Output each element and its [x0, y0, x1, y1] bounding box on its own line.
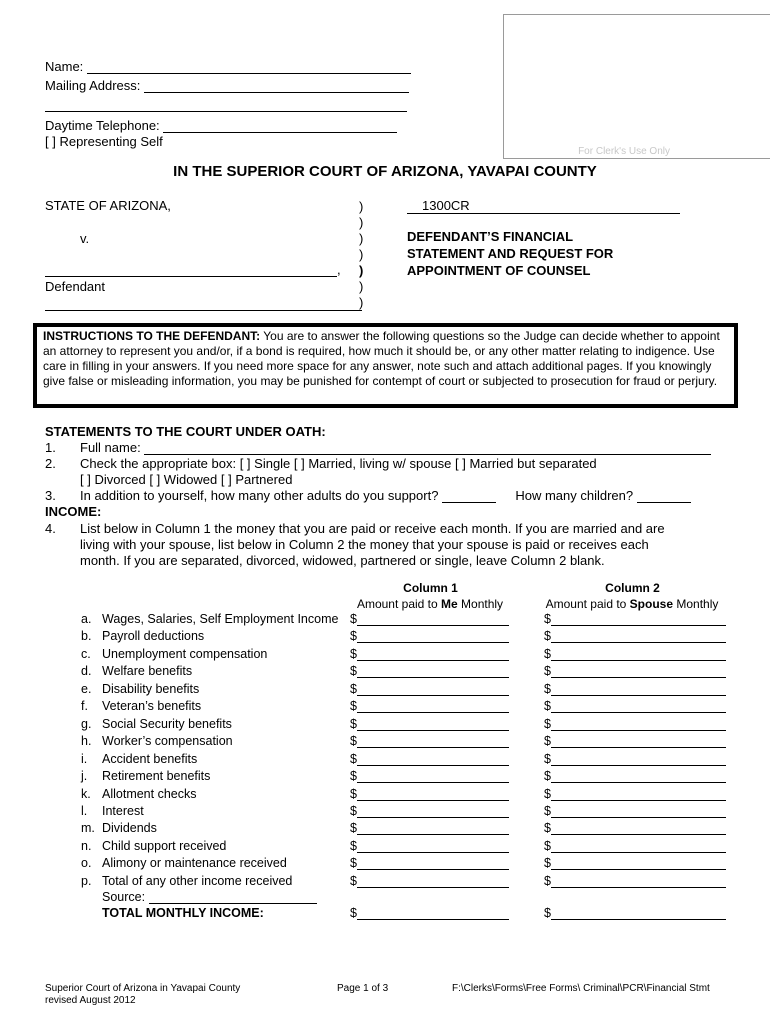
total-column-2 [544, 906, 726, 920]
income-row-label: Veteran’s benefits [102, 699, 202, 714]
income-row-label: Worker’s compensation [102, 734, 233, 749]
income-row-label: Disability benefits [102, 681, 200, 696]
income-row-label: Social Security benefits [102, 716, 232, 731]
representing-self-checkbox[interactable]: [ ] Representing Self [45, 134, 163, 149]
income-row-letter: f. [81, 699, 88, 714]
daytime-telephone-row [45, 118, 397, 133]
income-row [0, 734, 770, 751]
income-column-2-input[interactable] [551, 700, 726, 713]
income-row-letter: a. [81, 612, 92, 626]
column-1-subtitle-me: Me [441, 597, 458, 611]
income-row-letter: j. [81, 769, 88, 784]
question-2-number: 2. [45, 456, 56, 471]
income-row-label: Unemployment compensation [102, 646, 268, 661]
mailing-address-label: Mailing Address: [45, 78, 141, 93]
currency-sign: $ [544, 803, 551, 818]
income-column-1-input[interactable] [357, 683, 509, 696]
currency-sign: $ [350, 769, 357, 784]
defendant-bottom-line [45, 297, 362, 311]
income-row-label: Accident benefits [102, 751, 198, 766]
currency-sign: $ [544, 786, 551, 801]
currency-sign: $ [350, 629, 357, 644]
currency-sign: $ [350, 664, 357, 679]
column-1-subtitle-suffix: Monthly [457, 597, 504, 611]
currency-sign: $ [544, 751, 551, 766]
income-column-1-cell [350, 821, 509, 835]
income-row-letter: g. [81, 716, 92, 731]
currency-sign: $ [544, 821, 551, 836]
income-row-label: Alimony or maintenance received [102, 856, 287, 871]
dependents-row [80, 488, 691, 503]
currency-sign: $ [544, 856, 551, 871]
daytime-telephone-input-line[interactable] [163, 120, 397, 133]
income-row-label: Payroll deductions [102, 629, 205, 644]
currency-sign: $ [350, 646, 357, 661]
case-number-field[interactable] [407, 198, 680, 214]
income-row-label: Welfare benefits [102, 664, 193, 679]
mailing-address-row [45, 78, 409, 93]
full-name-row [80, 440, 711, 455]
instructions-heading: INSTRUCTIONS TO THE DEFENDANT: [43, 329, 261, 343]
income-column-2-input[interactable] [551, 857, 726, 870]
income-column-1-input[interactable] [357, 788, 509, 801]
income-heading: INCOME: [45, 504, 102, 519]
income-instructions-line-2: living with your spouse, list below in Column 2 the money that your spouse is paid or receives each [80, 537, 649, 552]
income-row-letter: i. [81, 751, 88, 766]
income-row [0, 821, 770, 838]
income-row [0, 664, 770, 681]
income-column-2-input[interactable] [551, 648, 726, 661]
income-column-1-cell [350, 717, 509, 731]
income-row-letter: e. [81, 681, 92, 696]
caption-paren: ) [359, 263, 364, 278]
caption-paren: ) [359, 199, 364, 214]
income-column-1-input[interactable] [357, 770, 509, 783]
income-row-letter: h. [81, 734, 92, 749]
income-column-1-cell [350, 734, 509, 748]
income-row [0, 717, 770, 734]
defendant-name-line[interactable] [45, 264, 337, 277]
income-column-1-cell [350, 839, 509, 853]
name-field-row [45, 59, 411, 74]
income-column-1-input[interactable] [357, 700, 509, 713]
column-2-title: Column 2 [605, 581, 660, 595]
currency-sign: $ [544, 612, 551, 626]
currency-sign: $ [544, 646, 551, 661]
name-label: Name: [45, 59, 84, 74]
income-row [0, 787, 770, 804]
income-column-1-input[interactable] [357, 630, 509, 643]
income-row [0, 769, 770, 786]
income-column-2-input[interactable] [551, 718, 726, 731]
income-column-1-input[interactable] [357, 875, 509, 888]
currency-sign: $ [350, 821, 357, 836]
source-label: Source: [102, 890, 146, 904]
income-column-1-input[interactable] [357, 840, 509, 853]
income-column-1-cell [350, 856, 509, 870]
income-instructions-line-1: List below in Column 1 the money that you are paid or receive each month. If you are married and are [80, 521, 665, 536]
income-column-2-input[interactable] [551, 875, 726, 888]
income-column-1-cell [350, 752, 509, 766]
adults-supported-input-line[interactable] [442, 490, 496, 503]
currency-sign: $ [544, 769, 551, 784]
total-monthly-income-label: TOTAL MONTHLY INCOME: [102, 906, 264, 920]
defendant-name-row [45, 262, 341, 277]
income-instructions-line-3: month. If you are separated, divorced, widowed, partnered or single, leave Column 2 blank. [80, 553, 605, 568]
income-column-2-input[interactable] [551, 753, 726, 766]
income-row [0, 874, 770, 891]
income-column-2-cell [544, 839, 726, 853]
income-column-2-cell [544, 874, 726, 888]
income-column-2-input[interactable] [551, 613, 726, 626]
income-row-letter: p. [81, 873, 92, 888]
column-1-subtitle [345, 597, 515, 611]
marital-status-line-2[interactable]: [ ] Divorced [ ] Widowed [ ] Partnered [80, 472, 293, 487]
daytime-telephone-label: Daytime Telephone: [45, 118, 160, 133]
income-row [0, 856, 770, 873]
income-column-2-cell [544, 629, 726, 643]
income-column-2-cell [544, 787, 726, 801]
income-row [0, 612, 770, 629]
mailing-address-second-row [45, 97, 407, 112]
document-title-line-1: DEFENDANT’S FINANCIAL [407, 229, 574, 244]
income-row-letter: m. [81, 821, 95, 836]
case-number-prefix: 1300CR [422, 198, 470, 213]
income-column-2-input[interactable] [551, 822, 726, 835]
income-column-2-cell [544, 664, 726, 678]
income-column-1-input[interactable] [357, 648, 509, 661]
income-column-1-cell [350, 769, 509, 783]
income-column-1-cell [350, 647, 509, 661]
total-column-2-input[interactable] [551, 907, 726, 920]
income-row [0, 804, 770, 821]
income-column-2-input[interactable] [551, 630, 726, 643]
income-row-label: Retirement benefits [102, 769, 211, 784]
income-column-2-input[interactable] [551, 805, 726, 818]
currency-sign: $ [544, 838, 551, 853]
source-row [102, 890, 317, 904]
income-column-1-cell [350, 682, 509, 696]
income-row-label: Interest [102, 803, 144, 818]
total-column-1-currency: $ [350, 906, 357, 920]
instructions-body: You are to answer the following questions so the Judge can decide whether to appoint an attorney to represent you and/or, if a bond is required, how much it should be, or any other matter relating to indigence. Use care in filling in your answers. If you need more space for any answer, note such and attach additional pages. If you knowingly give false or misleading information, you may be punished for contempt of court or subjected to prosecution for fraud or perjury. [43, 329, 720, 388]
name-input-line[interactable] [87, 61, 411, 74]
children-label: How many children? [515, 488, 634, 503]
income-column-1-input[interactable] [357, 613, 509, 626]
clerk-use-box [503, 14, 770, 159]
currency-sign: $ [350, 734, 357, 749]
income-column-2-cell [544, 769, 726, 783]
defendant-label: Defendant [45, 279, 105, 294]
income-column-1-cell [350, 874, 509, 888]
income-column-2-cell [544, 647, 726, 661]
question-3-number: 3. [45, 488, 56, 503]
question-1-number: 1. [45, 440, 56, 455]
income-row-label: Total of any other income received [102, 873, 293, 888]
currency-sign: $ [350, 856, 357, 871]
source-input-line[interactable] [149, 891, 317, 904]
currency-sign: $ [350, 873, 357, 888]
income-column-2-cell [544, 734, 726, 748]
caption-paren: ) [359, 247, 364, 262]
instructions-text [43, 329, 728, 389]
income-column-1-input[interactable] [357, 805, 509, 818]
currency-sign: $ [350, 786, 357, 801]
income-row-letter: k. [81, 786, 91, 801]
income-row [0, 682, 770, 699]
footer-court-name: Superior Court of Arizona in Yavapai County [45, 983, 241, 994]
mailing-address-input-line[interactable] [144, 80, 409, 93]
versus-label: v. [80, 231, 90, 246]
income-row-letter: n. [81, 838, 92, 853]
column-1-title: Column 1 [403, 581, 458, 595]
income-row [0, 629, 770, 646]
document-title-line-2: STATEMENT AND REQUEST FOR [407, 246, 614, 261]
income-column-1-cell [350, 804, 509, 818]
plaintiff-name: STATE OF ARIZONA, [45, 198, 171, 213]
income-row-letter: l. [81, 803, 88, 818]
income-column-1-cell [350, 629, 509, 643]
instructions-box [33, 323, 738, 408]
column-2-subtitle-prefix: Amount paid to [545, 597, 630, 611]
defendant-comma: , [337, 262, 341, 277]
income-row [0, 752, 770, 769]
income-row [0, 699, 770, 716]
income-row-letter: c. [81, 646, 91, 661]
currency-sign: $ [544, 629, 551, 644]
income-column-2-input[interactable] [551, 665, 726, 678]
income-row-label: Child support received [102, 838, 227, 853]
currency-sign: $ [350, 612, 357, 626]
document-title-line-3: APPOINTMENT OF COUNSEL [407, 263, 591, 278]
column-1-subtitle-prefix: Amount paid to [356, 597, 442, 611]
currency-sign: $ [544, 681, 551, 696]
footer-revision: revised August 2012 [45, 995, 136, 1006]
income-column-2-input[interactable] [551, 840, 726, 853]
income-column-1-cell [350, 699, 509, 713]
income-column-2-cell [544, 804, 726, 818]
caption-paren: ) [359, 279, 364, 294]
column-2-subtitle [537, 597, 727, 611]
income-column-2-cell [544, 612, 726, 626]
income-column-1-input[interactable] [357, 822, 509, 835]
currency-sign: $ [350, 838, 357, 853]
currency-sign: $ [350, 716, 357, 731]
income-row-label: Allotment checks [102, 786, 197, 801]
total-column-2-currency: $ [544, 906, 551, 920]
currency-sign: $ [544, 664, 551, 679]
currency-sign: $ [350, 681, 357, 696]
question-4-number: 4. [45, 521, 56, 536]
income-column-1-cell [350, 664, 509, 678]
income-column-2-cell [544, 752, 726, 766]
currency-sign: $ [544, 716, 551, 731]
income-row [0, 647, 770, 664]
defendant-underline-row [45, 296, 362, 311]
income-column-1-input[interactable] [357, 735, 509, 748]
children-input-line[interactable] [637, 490, 691, 503]
income-row-letter: d. [81, 664, 92, 679]
income-column-1-cell [350, 612, 509, 626]
income-column-2-input[interactable] [551, 735, 726, 748]
income-column-2-cell [544, 856, 726, 870]
income-row-letter: o. [81, 856, 92, 871]
income-row-letter: b. [81, 629, 92, 644]
total-column-1 [350, 906, 509, 920]
column-2-subtitle-suffix: Monthly [673, 597, 719, 611]
currency-sign: $ [544, 699, 551, 714]
clerk-use-note: For Clerk's Use Only [578, 146, 670, 157]
caption-paren: ) [359, 231, 364, 246]
adults-supported-label: In addition to yourself, how many other adults do you support? [80, 488, 439, 503]
income-column-2-cell [544, 717, 726, 731]
currency-sign: $ [350, 803, 357, 818]
income-column-2-input[interactable] [551, 683, 726, 696]
caption-paren: ) [359, 215, 364, 230]
income-column-1-input[interactable] [357, 753, 509, 766]
footer-left [45, 983, 240, 1007]
court-title: IN THE SUPERIOR COURT OF ARIZONA, YAVAPAI COUNTY [173, 163, 597, 180]
income-column-1-cell [350, 787, 509, 801]
full-name-input-line[interactable] [144, 442, 711, 455]
income-column-1-input[interactable] [357, 665, 509, 678]
full-name-label: Full name: [80, 440, 141, 455]
currency-sign: $ [544, 873, 551, 888]
income-column-2-cell [544, 699, 726, 713]
income-column-2-input[interactable] [551, 770, 726, 783]
income-row-label: Dividends [102, 821, 157, 836]
income-column-2-input[interactable] [551, 788, 726, 801]
income-column-1-input[interactable] [357, 857, 509, 870]
total-column-1-input[interactable] [357, 907, 509, 920]
income-column-2-cell [544, 821, 726, 835]
statements-heading: STATEMENTS TO THE COURT UNDER OATH: [45, 424, 326, 439]
currency-sign: $ [350, 699, 357, 714]
column-2-subtitle-spouse: Spouse [629, 597, 674, 611]
footer-file-path: F:\Clerks\Forms\Free Forms\ Criminal\PCR\Financial Stmt [452, 983, 710, 994]
caption-paren: ) [359, 295, 364, 310]
income-row-label: Wages, Salaries, Self Employment Income [102, 612, 339, 626]
income-column-1-input[interactable] [357, 718, 509, 731]
income-column-2-cell [544, 682, 726, 696]
income-row [0, 839, 770, 856]
marital-status-line-1[interactable]: Check the appropriate box: [ ] Single [ ] Married, living w/ spouse [ ] Married but separated [80, 456, 597, 471]
footer-page-number: Page 1 of 3 [337, 983, 389, 994]
currency-sign: $ [350, 751, 357, 766]
currency-sign: $ [544, 734, 551, 749]
mailing-address-line-2[interactable] [45, 98, 407, 112]
